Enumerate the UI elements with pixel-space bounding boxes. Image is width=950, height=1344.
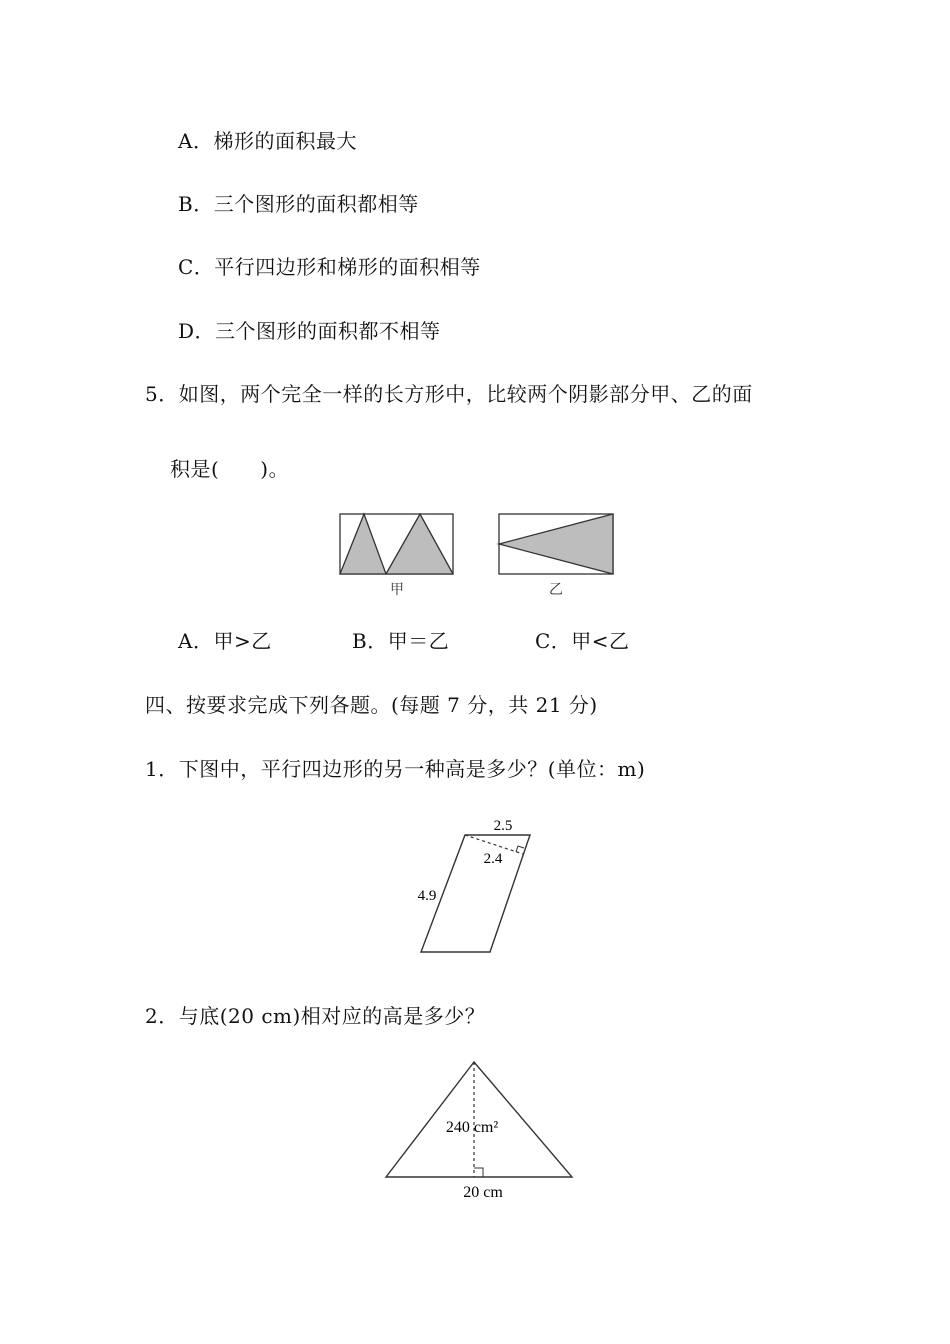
label-area: 240 cm² <box>445 1119 499 1136</box>
right-angle-mark <box>474 1168 483 1177</box>
q5-option-b: B．甲＝乙 <box>352 629 450 653</box>
q4-option-b: B．三个图形的面积都相等 <box>178 192 419 216</box>
parallelogram-figure <box>405 810 545 970</box>
section4-title: 四、按要求完成下列各题。(每题 7 分，共 21 分) <box>145 693 598 717</box>
q4-option-d: D．三个图形的面积都不相等 <box>178 319 441 343</box>
q4-option-c: C．平行四边形和梯形的面积相等 <box>178 255 481 279</box>
q5-stem-line1: 5．如图，两个完全一样的长方形中，比较两个阴影部分甲、乙的面 <box>145 382 753 406</box>
label-left-side: 4.9 <box>417 888 437 904</box>
parallelogram <box>421 835 530 952</box>
label-yi: 乙 <box>549 583 563 598</box>
right-angle-mark <box>516 846 524 852</box>
section4-q2-stem: 2．与底(20 cm)相对应的高是多少？ <box>145 1004 486 1028</box>
q4-option-a: A．梯形的面积最大 <box>178 129 357 153</box>
label-height: 2.4 <box>483 851 503 867</box>
q5-option-c: C．甲<乙 <box>535 629 630 653</box>
q5-stem-line2: 积是( )。 <box>170 457 290 481</box>
label-jia: 甲 <box>390 583 404 598</box>
q5-figure <box>330 505 630 605</box>
section4-q1-stem: 1．下图中，平行四边形的另一种高是多少？(单位：m) <box>145 757 646 781</box>
q5-option-a: A．甲>乙 <box>178 629 272 653</box>
triangle-figure <box>380 1052 580 1207</box>
label-base: 20 cm <box>463 1184 503 1201</box>
label-top-side: 2.5 <box>493 818 513 834</box>
